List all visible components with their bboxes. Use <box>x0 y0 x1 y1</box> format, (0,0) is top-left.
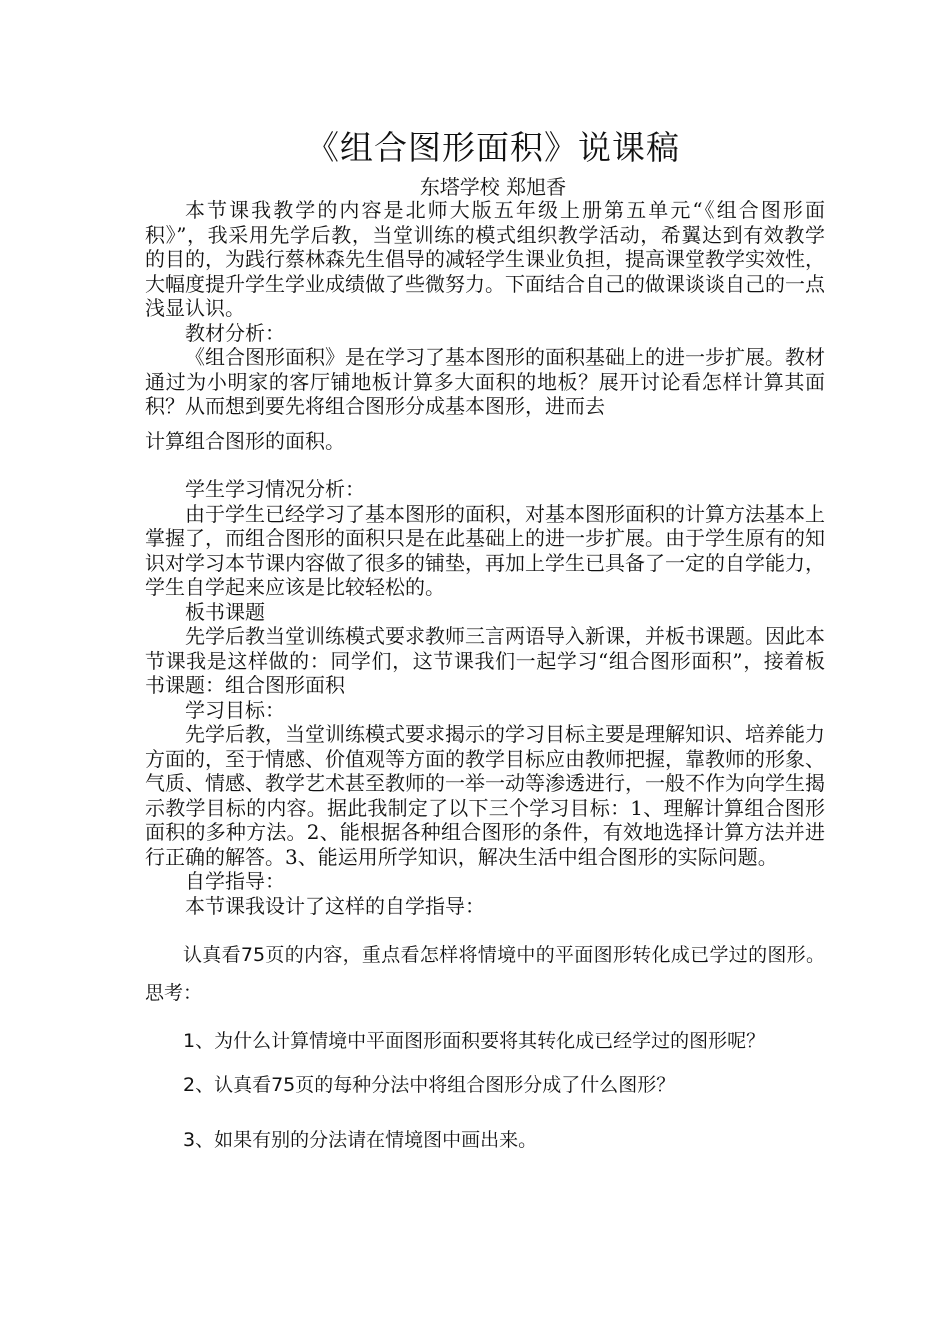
board-title-heading: 板书课题 <box>185 599 265 624</box>
document-title: 《组合图形面积》说课稿 <box>306 128 680 167</box>
textbook-analysis-continuation: 计算组合图形的面积。 <box>145 428 345 453</box>
self-study-item: 3、如果有别的分法请在情境图中画出来。 <box>183 1129 538 1151</box>
self-study-item: 2、认真看75页的每种分法中将组合图形分成了什么图形？ <box>183 1074 676 1096</box>
self-study-item: 1、为什么计算情境中平面图形面积要将其转化成已经学过的图形呢？ <box>183 1030 766 1052</box>
student-analysis-paragraph: 由于学生已经学习了基本图形的面积，对基本图形面积的计算方法基本上掌握了，而组合图形的面积只是在此基础上的进一步扩展。由于学生原有的知识对学习本节课内容做了很多的铺垫，再加上学生已具备了一定的自学能力，学生自学起来应该是比较轻松的。 <box>145 501 825 599</box>
intro-paragraph: 本节课我教学的内容是北师大版五年级上册第五单元“《组合图形面积》”，我采用先学后教，当堂训练的模式组织教学活动，希翼达到有效教学的目的，为践行蔡林森先生倡导的减轻学生课业负担，提高课堂教学实效性，大幅度提升学生学业成绩做了些微努力。下面结合自己的做课谈谈自己的一点浅显认识。 <box>145 198 825 320</box>
board-title-paragraph: 先学后教当堂训练模式要求教师三言两语导入新课，并板书课题。因此本节课我是这样做的：同学们，这节课我们一起学习“组合图形面积”，接着板书课题：组合图形面积 <box>145 624 825 697</box>
self-study-heading: 自学指导： <box>185 869 285 893</box>
learning-goals-heading: 学习目标： <box>185 697 285 722</box>
student-analysis-heading: 学生学习情况分析： <box>185 477 365 501</box>
document-body <box>145 198 825 1156</box>
textbook-analysis-paragraph: 《组合图形面积》是在学习了基本图形的面积基础上的进一步扩展。教材通过为小明家的客厅铺地板计算多大面积的地板？展开讨论看怎样计算其面积？从而想到要先将组合图形分成基本图形，进而去 <box>145 345 825 418</box>
self-study-intro: 本节课我设计了这样的自学指导： <box>185 893 485 918</box>
document-author: 东塔学校 郑旭香 <box>419 175 567 199</box>
self-study-item: 认真看75页的内容，重点看怎样将情境中的平面图形转化成已学过的图形。思考： <box>145 944 825 1004</box>
textbook-analysis-heading: 教材分析： <box>185 320 285 345</box>
learning-goals-paragraph: 先学后教，当堂训练模式要求揭示的学习目标主要是理解知识、培养能力方面的，至于情感、价值观等方面的教学目标应由教师把握，靠教师的形象、气质、情感、教学艺术甚至教师的一举一动等渗透进行，一般不作为向学生揭示教学目标的内容。据此我制定了以下三个学习目标：1、理解计算组合图形面积的多种方法。2、能根据各种组合图形的条件，有效地选择计算方法并进行正确的解答。3、能运用所学知识，解决生活中组合图形的实际问题。 <box>145 722 825 869</box>
